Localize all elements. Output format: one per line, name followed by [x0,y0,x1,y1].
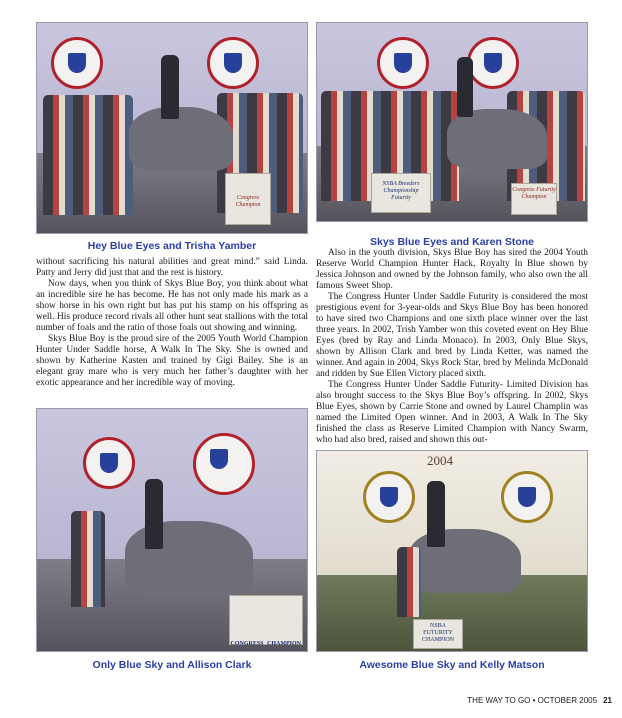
rider [145,479,163,549]
article-text-left [36,257,308,389]
gray-horse [409,529,521,593]
article-paragraph: Skys Blue Boy is the proud sire of the 2005 Youth World Champion Hunter Under Saddle horse, A Walk In The Sky. She is owned and shown by Katherine Kasten and trained by Gigi Bailey. She is an elegant gray mare who is very much her father’s daughter with her exotic appearance and her incredible way of moving. [36,334,308,388]
congress-seal-logo [377,37,429,89]
photo-caption: Awesome Blue Sky and Kelly Matson [359,659,545,671]
nsba-seal-logo [363,471,415,523]
banner-congress: CONGRESS [230,641,264,647]
trophy-label: Congress Champion [235,195,261,208]
congress-seal-logo [207,37,259,89]
nsba-seal-logo [501,471,553,523]
article-paragraph: without sacrificing his natural abilities and great mind.” said Linda. Patty and Jerry did just that and the rest is history. [36,257,308,278]
photo-skys-blue-eyes [316,22,588,222]
publication-footer: THE WAY TO GO • OCTOBER 2005 [467,696,598,705]
photo-only-blue-sky [36,408,308,652]
banner-champion: CHAMPION [267,641,301,647]
photo-caption: Hey Blue Eyes and Trisha Yamber [87,240,257,252]
nsba-sign-label: NSBA FUTURITY CHAMPION [421,623,454,643]
photo-awesome-blue-sky [316,450,588,652]
page-footer [467,696,612,705]
rider [161,55,179,119]
photo-caption: Skys Blue Eyes and Karen Stone [370,236,534,248]
photo-caption: Only Blue Sky and Allison Clark [92,659,252,671]
article-text-right [316,248,588,446]
article-paragraph: Also in the youth division, Skys Blue Boy has sired the 2004 Youth Reserve World Champion Hunter Hack, Royalty In Blue shown by Jessica Johnson and owned by the Johnson family, who also own the all famous Sweet Shop. [316,248,588,291]
rider [457,57,473,117]
gray-horse [129,107,233,171]
congress-seal-logo [51,37,103,89]
congress-seal-logo [193,433,255,495]
person-presenter [397,547,421,617]
year-banner: 2004 [427,453,453,468]
person-presenter [71,511,105,607]
trophy-stand [229,595,303,645]
congress-sign-label: Congress Futurity Champion [512,187,556,200]
article-paragraph: The Congress Hunter Under Saddle Futurity- Limited Division has also brought success to the Skys Blue Boy’s offspring. In 2002, Skys Blue Eyes, shown by Carrie Stone and owned by Laurel Champlin was named the Limited Open winner. And in 2003, A Walk In The Sky finished the class as Reserve Limited Champion with Nancy Swarm, who had also bred, raised and shown this out- [316,380,588,445]
congress-seal-logo [467,37,519,89]
rider [427,481,445,547]
photo-hey-blue-eyes [36,22,308,234]
gray-horse [447,109,547,169]
article-paragraph: The Congress Hunter Under Saddle Futurity is considered the most prestigious event for 3-year-olds and Skys Blue Boy has been honored to have sired two Champions and one sixth place winner over the last three years. In 2002, Trish Yamber won this coveted event on Hey Blue Eyes (bred by Ray and Linda Monaco). In 2003, Only Blue Skys, shown by Allison Clark and bred by Linda Ketter, was named the winner. And again in 2004, Skys Rock Star, bred by Melinda McDonald and ridden by Sue Ellen Victory placed sixth. [316,292,588,379]
congress-seal-logo [83,437,135,489]
nsba-sign-label: NSBA Breeders Championship Futurity [382,181,420,201]
group-of-people [43,95,133,215]
page-number: 21 [603,696,612,705]
article-paragraph: Now days, when you think of Skys Blue Boy, you think about what an incredible sire he has become. He has not only made his mark as a show horse in his own right but has put his stamp on his offspring as well. His produce record rivals all other hunt seat stallions with the total number of foals and the ratio of those foals out showing and winning. [36,279,308,333]
